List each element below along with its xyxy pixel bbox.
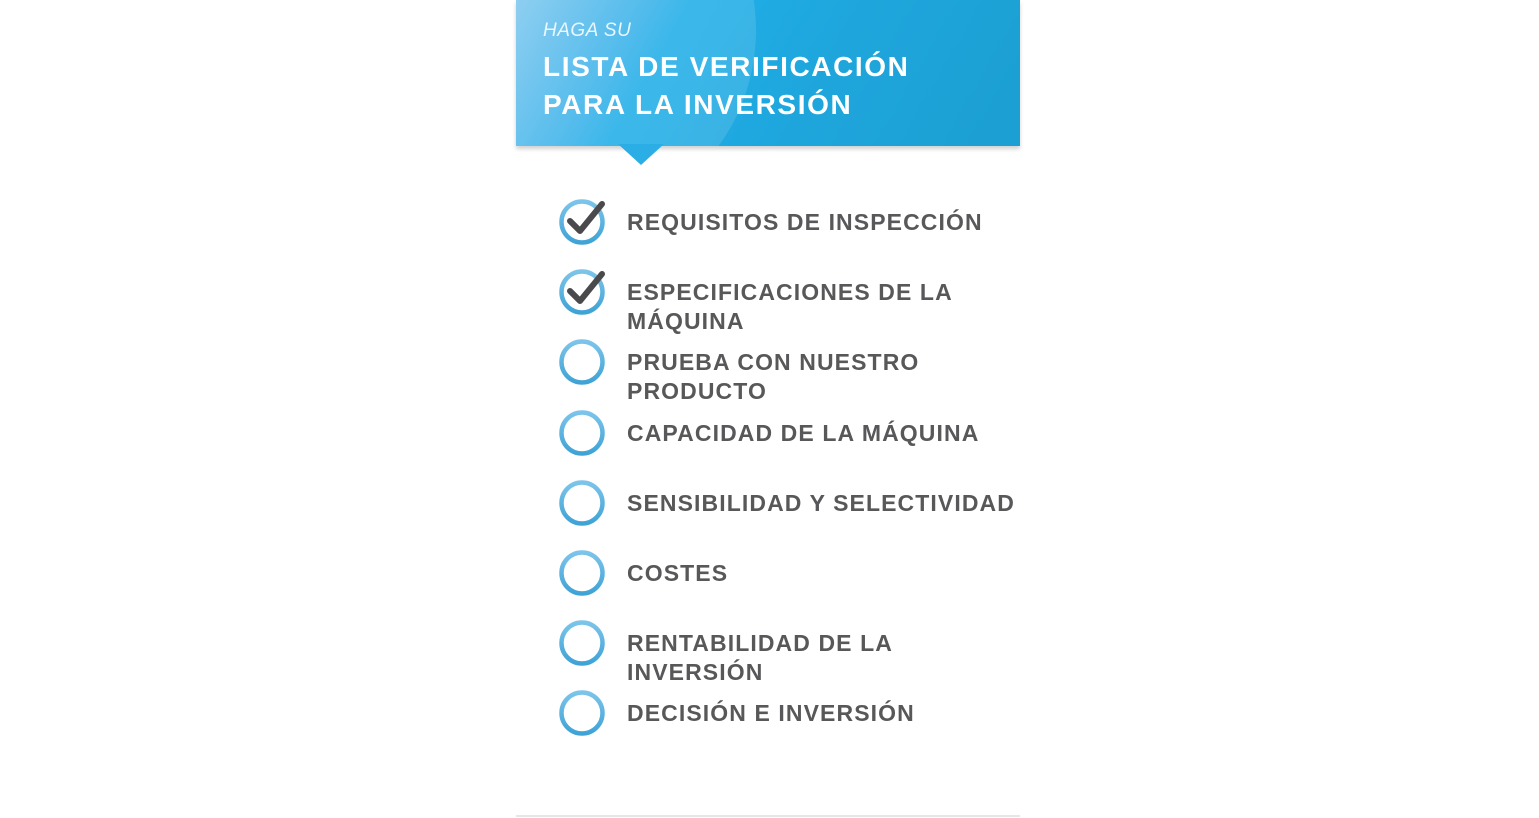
card-bottom-divider [516, 815, 1020, 817]
header-title-line-1: LISTA DE VERIFICACIÓN [543, 51, 910, 82]
ring-circle [562, 342, 603, 383]
empty-circle-icon [558, 689, 606, 737]
check-mark [570, 274, 602, 301]
header-banner [516, 0, 1020, 146]
empty-circle-icon [558, 479, 606, 527]
investment-checklist-card [516, 0, 1020, 818]
empty-circle-icon [558, 338, 606, 386]
checklist-item-label: ESPECIFICACIONES DE LA MÁQUINA [627, 279, 952, 334]
header-kicker: HAGA SU [543, 20, 632, 41]
ring-circle [562, 413, 603, 454]
ring-circle [562, 623, 603, 664]
checklist-item-label: DECISIÓN E INVERSIÓN [627, 700, 915, 726]
header-title [543, 48, 910, 124]
checked-circle-icon [558, 268, 606, 316]
ring-circle [562, 483, 603, 524]
checklist-item-label: REQUISITOS DE INSPECCIÓN [627, 209, 983, 235]
empty-circle-icon [558, 409, 606, 457]
header-title-line-2: PARA LA INVERSIÓN [543, 89, 853, 120]
ring-circle [562, 693, 603, 734]
banner-pointer [618, 144, 664, 165]
checklist-item-label: COSTES [627, 560, 729, 586]
check-mark [570, 204, 602, 231]
empty-circle-icon [558, 549, 606, 597]
ring-circle [562, 553, 603, 594]
checked-circle-icon [558, 198, 606, 246]
empty-circle-icon [558, 619, 606, 667]
checklist-item-label: CAPACIDAD DE LA MÁQUINA [627, 420, 980, 446]
checklist-item-label: PRUEBA CON NUESTRO PRODUCTO [627, 349, 920, 404]
checklist-item-label: RENTABILIDAD DE LA INVERSIÓN [627, 630, 893, 685]
checklist-item-label: SENSIBILIDAD Y SELECTIVIDAD [627, 490, 1015, 516]
